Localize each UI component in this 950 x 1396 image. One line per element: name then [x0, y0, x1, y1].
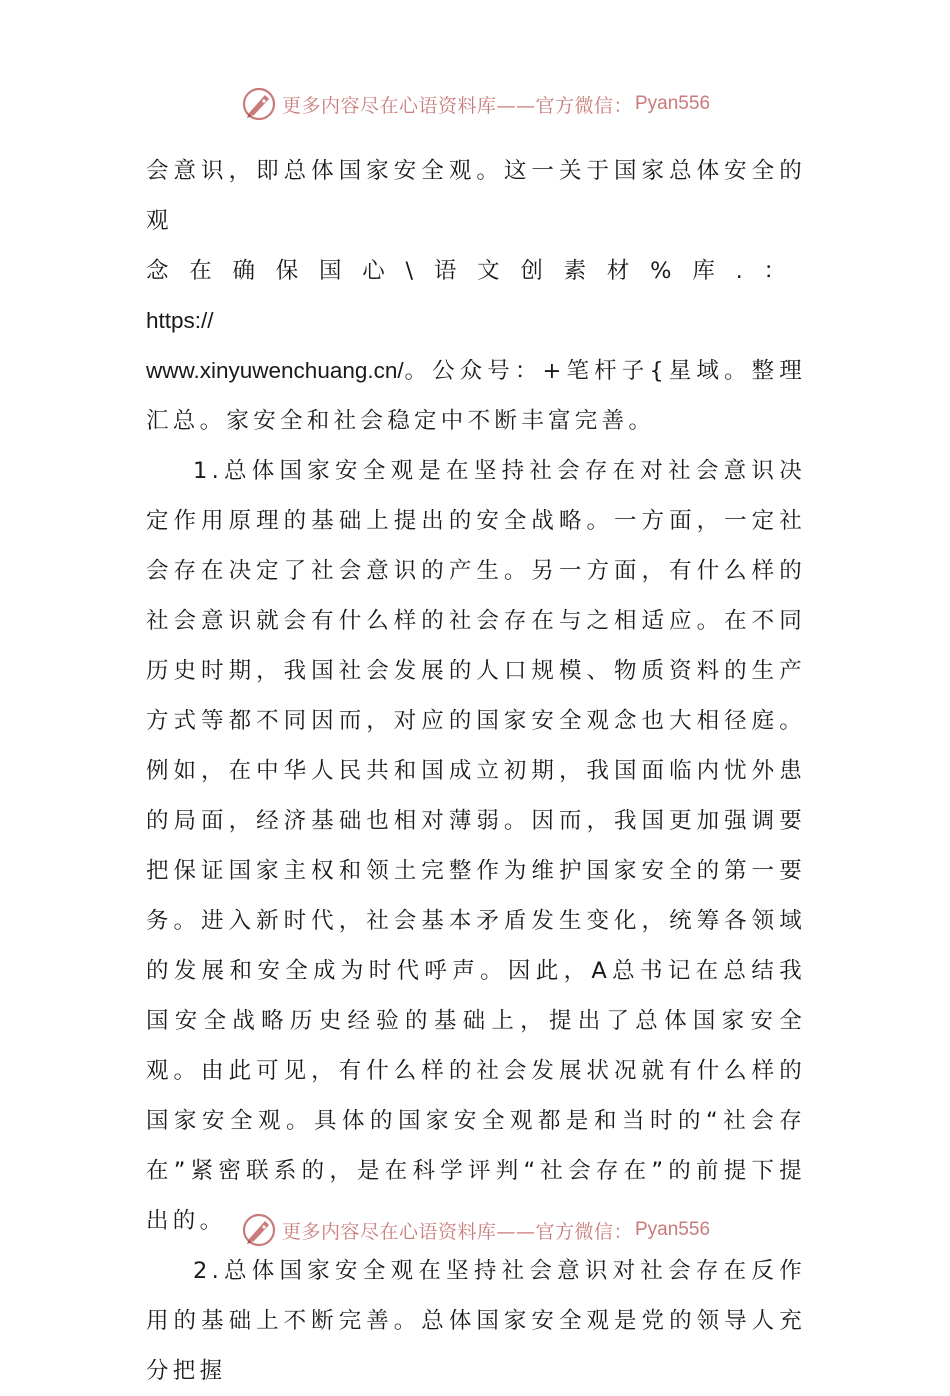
pen-nib-icon	[240, 85, 278, 123]
body-line-2-text: 念在确保国心\语文创素材%库.：	[146, 258, 806, 284]
pen-nib-icon	[240, 1211, 278, 1249]
header-banner	[0, 84, 950, 124]
footer-banner	[0, 1210, 950, 1250]
paragraph-1: 1.总体国家安全观是在坚持社会存在对社会意识决定作用原理的基础上提出的安全战略。一方面，一定社会存在决定了社会意识的产生。另一方面，有什么样的社会意识就会有什么样的社会存在与之相适应。在不同历史时期，我国社会发展的人口规模、物质资料的生产方式等都不同因而，对应的国家安全观念也大相径庭。例如，在中华人民共和国成立初期，我国面临内忧外患的局面，经济基础也相对薄弱。因而，我国更加强调要把保证国家主权和领土完整作为维护国家安全的第一要务。进入新时代，社会基本矛盾发生变化，统筹各领域的发展和安全成为时代呼声。因此，A总书记在总结我国安全战略历史经验的基础上，提出了总体国家安全观。由此可见，有什么样的社会发展状况就有什么样的国家安全观。具体的国家安全观都是和当时的“社会存在”紧密联系的，是在科学评判“社会存在”的前提下提出的。	[146, 458, 806, 1234]
header-slogan: 更多内容尽在心语资料库——官方微信：	[281, 94, 633, 117]
footer-wechat-id: Pyan556	[635, 1219, 711, 1240]
body-line-3-text: 。公众号：+笔杆子{星域。整理汇总。家安全和社会稳定中不断丰富完善。	[146, 358, 806, 434]
body-line-1: 会意识，即总体国家安全观。这一关于国家总体安全的观	[146, 158, 806, 234]
body-line-2	[146, 246, 806, 346]
document-body	[146, 146, 806, 1396]
body-url-prefix: https://	[146, 308, 214, 333]
footer-slogan: 更多内容尽在心语资料库——官方微信：	[281, 1220, 633, 1243]
body-line-3	[146, 346, 806, 446]
paragraph-2: 2.总体国家安全观在坚持社会意识对社会存在反作用的基础上不断完善。总体国家安全观是党的领导人充分把握	[146, 1258, 806, 1384]
header-wechat-id: Pyan556	[635, 93, 711, 114]
body-url-host: www.xinyuwenchuang.cn/	[146, 358, 404, 383]
